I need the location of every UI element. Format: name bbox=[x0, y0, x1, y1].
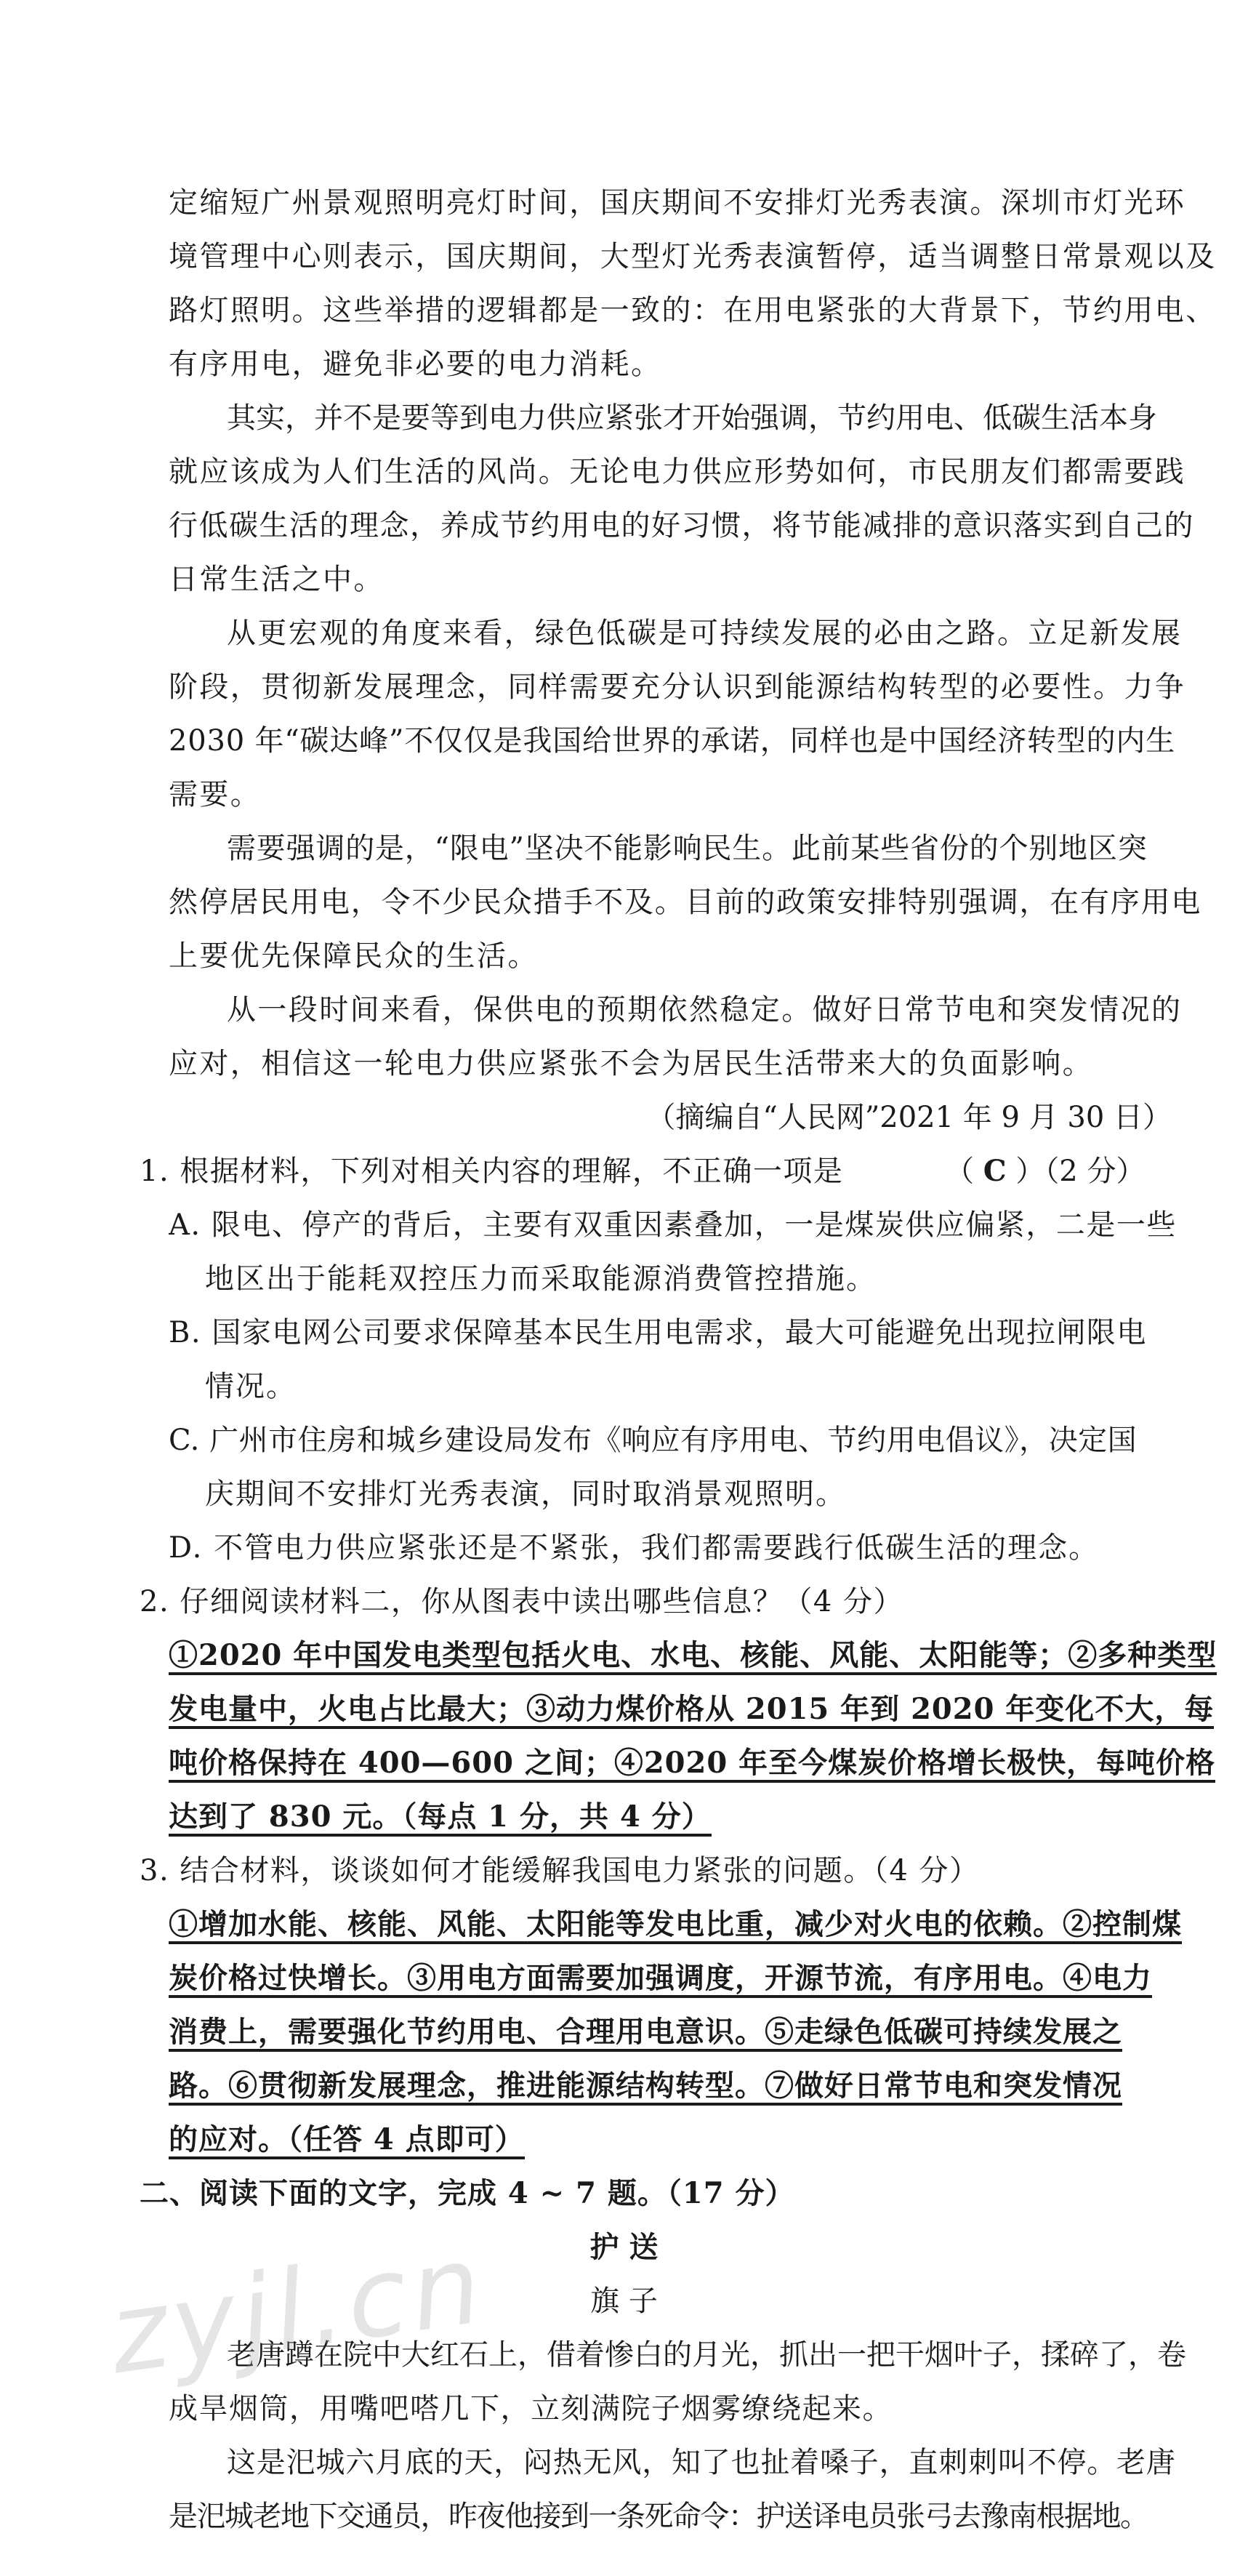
story-line: 是汜城老地下交通员，昨夜他接到一条死命令：护送译电员张弓去豫南根据地。 bbox=[169, 2500, 1148, 2533]
answer-line: 吨价格保持在 400—600 之间；④2020 年至今煤炭价格增长极快，每吨价格 bbox=[169, 1736, 1248, 1790]
answer-line: 达到了 830 元。（每点 1 分，共 4 分） bbox=[169, 1790, 1248, 1844]
story-line: 成旱烟筒，用嘴吧嗒几下，立刻满院子烟雾缭绕起来。 bbox=[169, 2392, 893, 2425]
text-line: 需要。 bbox=[169, 778, 262, 811]
text-line: 从更宏观的角度来看，绿色低碳是可持续发展的必由之路。立足新发展 bbox=[227, 617, 1183, 650]
answer-line: 发电量中，火电占比最大；③动力煤价格从 2015 年到 2020 年变化不大，每 bbox=[169, 1682, 1248, 1736]
option-c: C. 广州市住房和城乡建设局发布《响应有序用电、节约用电倡议》，决定国 bbox=[169, 1424, 1138, 1457]
option-c-cont: 庆期间不安排灯光秀表演，同时取消景观照明。 bbox=[205, 1477, 846, 1511]
question-stem: 2. 仔细阅读材料二，你从图表中读出哪些信息？（4 分） bbox=[140, 1585, 904, 1618]
text-line: 境管理中心则表示，国庆期间，大型灯光秀表演暂停，适当调整日常景观以及 bbox=[169, 240, 1217, 273]
bracket-open: （ bbox=[945, 1155, 983, 1188]
text-line: 路灯照明。这些举措的逻辑都是一致的：在用电紧张的大背景下，节约用电、 bbox=[169, 294, 1217, 327]
story-title: 护 送 bbox=[589, 2230, 659, 2264]
option-b-cont: 情况。 bbox=[205, 1370, 297, 1403]
answer-line: 路。⑥贯彻新发展理念，推进能源结构转型。⑦做好日常节电和突发情况 bbox=[169, 2059, 1248, 2113]
story-line: 老唐蹲在院中大红石上，借着惨白的月光，抓出一把干烟叶子，揉碎了，卷 bbox=[227, 2338, 1186, 2372]
text-line: 定缩短广州景观照明亮灯时间，国庆期间不安排灯光秀表演。深圳市灯光环 bbox=[169, 186, 1186, 220]
source-note: （摘编自“人民网”2021 年 9 月 30 日） bbox=[646, 1101, 1172, 1134]
text-line: 从一段时间来看，保供电的预期依然稳定。做好日常节电和突发情况的 bbox=[227, 993, 1183, 1027]
section-heading: 二、阅读下面的文字，完成 4 ~ 7 题。（17 分） bbox=[140, 2176, 795, 2210]
question-stem: 3. 结合材料，谈谈如何才能缓解我国电力紧张的问题。（4 分） bbox=[140, 1854, 980, 1887]
text-line: 需要强调的是，“限电”坚决不能影响民生。此前某些省份的个别地区突 bbox=[227, 832, 1148, 865]
answer-line: 炭价格过快增长。③用电方面需要加强调度，开源节流，有序用电。④电力 bbox=[169, 1951, 1248, 2005]
answer-line: ①增加水能、核能、风能、太阳能等发电比重，减少对火电的依赖。②控制煤 bbox=[169, 1898, 1248, 1951]
answer-line: 消费上，需要强化节约用电、合理用电意识。⑤走绿色低碳可持续发展之 bbox=[169, 2005, 1248, 2059]
text-line: 2030 年“碳达峰”不仅仅是我国给世界的承诺，同样也是中国经济转型的内生 bbox=[169, 724, 1176, 758]
answer-line: ①2020 年中国发电类型包括火电、水电、核能、风能、太阳能等；②多种类型 bbox=[169, 1629, 1248, 1682]
story-line: 这是汜城六月底的天，闷热无风，知了也扯着嗓子，直刺刺叫不停。老唐 bbox=[227, 2446, 1176, 2479]
text-line: 阶段，贯彻新发展理念，同样需要充分认识到能源结构转型的必要性。力争 bbox=[169, 670, 1186, 704]
text-line: 应对，相信这一轮电力供应紧张不会为居民生活带来大的负面影响。 bbox=[169, 1047, 1093, 1080]
answer-bracket bbox=[945, 1144, 1177, 1198]
bracket-close-score: ）（2 分） bbox=[1006, 1155, 1146, 1188]
option-d: D. 不管电力供应紧张还是不紧张，我们都需要践行低碳生活的理念。 bbox=[169, 1531, 1100, 1565]
option-a: A. 限电、停产的背后，主要有双重因素叠加，一是煤炭供应偏紧，二是一些 bbox=[169, 1208, 1177, 1242]
text-line: 行低碳生活的理念，养成节约用电的好习惯，将节能减排的意识落实到自己的 bbox=[169, 509, 1194, 542]
text-line: 然停居民用电，令不少民众措手不及。目前的政策安排特别强调，在有序用电 bbox=[169, 886, 1202, 919]
text-line: 其实，并不是要等到电力供应紧张才开始强调，节约用电、低碳生活本身 bbox=[227, 401, 1157, 435]
text-line: 上要优先保障民众的生活。 bbox=[169, 939, 539, 973]
answer-choice: C bbox=[983, 1154, 1007, 1188]
text-line: 就应该成为人们生活的风尚。无论电力供应形势如何，市民朋友们都需要践 bbox=[169, 455, 1186, 489]
option-b: B. 国家电网公司要求保障基本民生用电需求，最大可能避免出现拉闸限电 bbox=[169, 1316, 1147, 1349]
question-stem-text: 1. 根据材料，下列对相关内容的理解，不正确一项是 bbox=[140, 1155, 844, 1188]
option-a-cont: 地区出于能耗双控压力而采取能源消费管控措施。 bbox=[205, 1262, 877, 1296]
answer-line: 的应对。（任答 4 点即可） bbox=[169, 2113, 1248, 2167]
watermark: zyjl.cn bbox=[102, 2220, 493, 2399]
story-author: 旗 子 bbox=[590, 2284, 658, 2318]
text-line: 日常生活之中。 bbox=[169, 563, 385, 596]
text-line: 有序用电，避免非必要的电力消耗。 bbox=[169, 348, 662, 381]
